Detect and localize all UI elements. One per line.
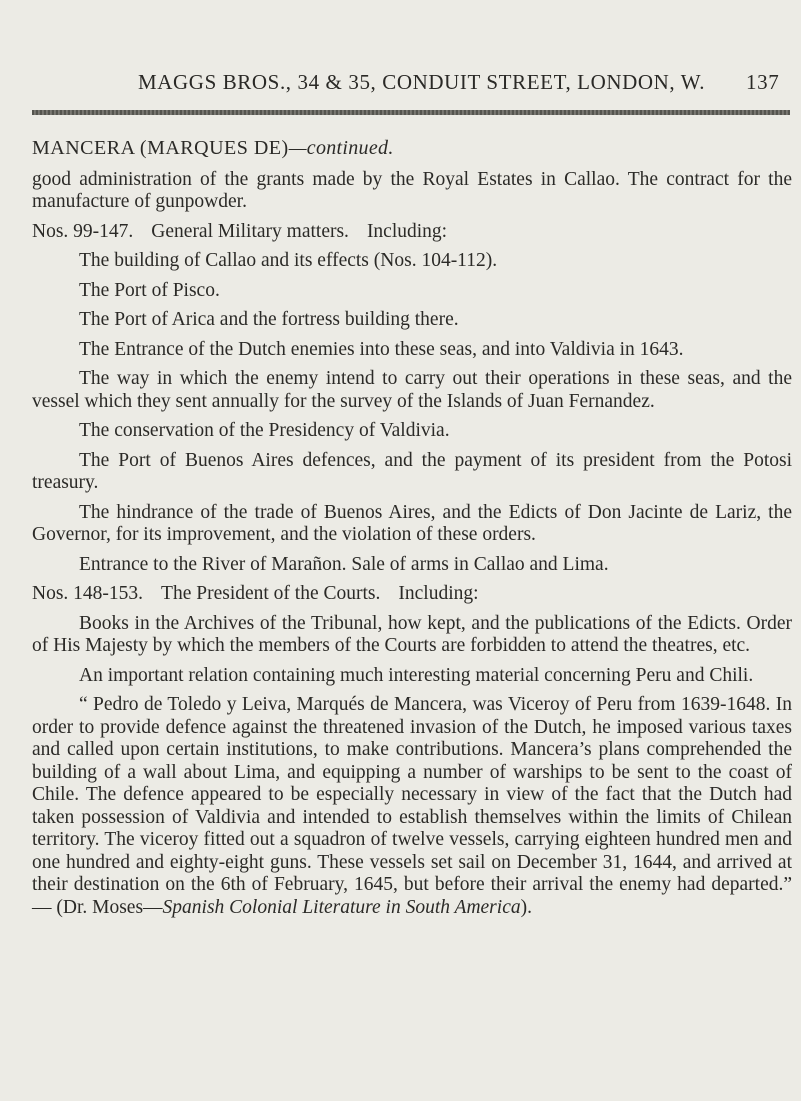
quotation-source-title: Spanish Colonial Literature in South America — [162, 896, 521, 918]
item-important-relation: An important relation containing much interesting material concerning Peru and Chili. — [79, 664, 754, 686]
item-port-arica: The Port of Arica and the fortress building there. — [79, 309, 459, 330]
entry-heading — [32, 137, 792, 160]
quotation-tail: ). — [520, 896, 532, 918]
section-military — [32, 221, 792, 244]
section-courts-including: Including: — [398, 583, 479, 604]
section-military-nos: Nos. 99-147. — [32, 220, 134, 242]
item-callao-building: The building of Callao and its effects (Nos. 104-112). — [79, 250, 498, 271]
page-number: 137 — [746, 70, 780, 94]
item-port-pisco: The Port of Pisco. — [79, 279, 220, 301]
entry-heading-continued: —continued. — [288, 137, 394, 159]
section-military-title: General Military matters. — [151, 220, 349, 242]
section-courts-title: The President of the Courts. — [161, 583, 381, 604]
item-buenos-aires-defences: The Port of Buenos Aires defences, and the payment of its president from the Potosi treasury. — [32, 449, 792, 493]
quotation-paragraph — [32, 694, 792, 919]
paragraph-gunpowder: good administration of the grants made by the Royal Estates in Callao. The contract for the manufacture of gunpowder. — [32, 168, 792, 212]
section-courts-nos: Nos. 148-153. — [32, 583, 144, 604]
item-enemy-operations: The way in which the enemy intend to carry out their operations in these seas, and the vessel which they sent annually for the survey of the Islands of Juan Fernandez. — [32, 368, 792, 412]
running-header — [138, 70, 780, 95]
entry-body — [32, 137, 792, 926]
header-rule — [32, 110, 790, 115]
section-courts — [32, 583, 792, 606]
item-buenos-aires-trade: The hindrance of the trade of Buenos Aires, and the Edicts of Don Jacinte de Lariz, the Governor, for its improvement, and the violation of these orders. — [32, 501, 792, 545]
running-title: MAGGS BROS., 34 & 35, CONDUIT STREET, LONDON, W. — [138, 70, 706, 94]
item-archives-books: Books in the Archives of the Tribunal, how kept, and the publications of the Edicts. Order of His Majesty by which the members of the Courts are forbidden to attend the theatres, etc. — [32, 612, 792, 656]
entry-heading-name: MANCERA (MARQUES DE) — [32, 137, 289, 159]
item-dutch-entrance: The Entrance of the Dutch enemies into these seas, and into Valdivia in 1643. — [79, 338, 684, 360]
item-valdivia-presidency: The conservation of the Presidency of Valdivia. — [79, 420, 450, 441]
quotation-text: “ Pedro de Toledo y Leiva, Marqués de Mancera, was Viceroy of Peru from 1639-1648. In order to provide defence against the threatened invasion of the Dutch, he imposed various taxes and called upon certain institutions, to make contributions. Mancera’s plans comprehended the building of a wall about Lima, and equipping a number of warships to be sent to the coast of Chile. The defence appeared to be especially necessary in view of the fact that the Dutch had taken possession of Valdivia and intended to establish themselves within the limits of Chilean territory. The viceroy fitted out a squadron of twelve vessels, carrying eighteen hundred men and one hundred and eighty-eight guns. These vessels set sail on December 31, 1644, and arrived at their destination on the 6th of February, 1645, but before their arrival the enemy had departed.” — (Dr. Moses— — [32, 694, 792, 918]
section-military-including: Including: — [366, 220, 448, 242]
item-maranon: Entrance to the River of Marañon. Sale of arms in Callao and Lima. — [79, 553, 609, 575]
